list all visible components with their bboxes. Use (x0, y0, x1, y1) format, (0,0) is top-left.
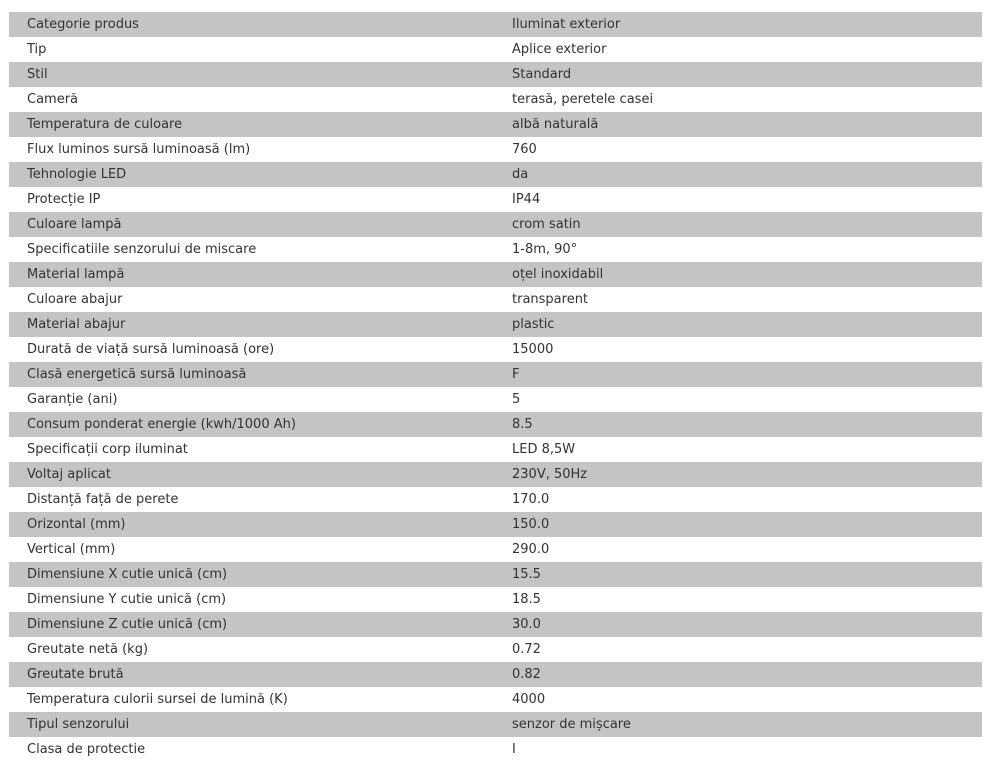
spec-row (9, 262, 982, 287)
spec-value: 15000 (512, 342, 554, 357)
spec-row (9, 687, 982, 712)
spec-row (9, 162, 982, 187)
spec-value: oțel inoxidabil (512, 267, 604, 282)
spec-row (9, 412, 982, 437)
spec-label: Culoare lampă (27, 217, 122, 232)
spec-value: albă naturală (512, 117, 599, 132)
spec-value: Standard (512, 67, 572, 82)
spec-row (9, 662, 982, 687)
spec-label: Material abajur (27, 317, 126, 332)
spec-label: Temperatura culorii sursei de lumină (K) (27, 692, 288, 707)
spec-row (9, 37, 982, 62)
spec-value: 150.0 (512, 517, 550, 532)
spec-label: Distanță față de perete (27, 492, 179, 507)
product-specs-table (9, 12, 982, 762)
spec-value: Iluminat exterior (512, 17, 621, 32)
spec-value: transparent (512, 292, 589, 307)
spec-label: Orizontal (mm) (27, 517, 126, 532)
spec-value: 15.5 (512, 567, 541, 582)
spec-value: 230V, 50Hz (512, 467, 588, 482)
spec-value: crom satin (512, 217, 581, 232)
spec-row (9, 387, 982, 412)
spec-value: plastic (512, 317, 555, 332)
spec-label: Durată de viață sursă luminoasă (ore) (27, 342, 275, 357)
spec-label: Greutate brută (27, 667, 124, 682)
spec-row (9, 537, 982, 562)
spec-value: 8.5 (512, 417, 533, 432)
spec-row (9, 637, 982, 662)
spec-value: IP44 (512, 192, 541, 207)
spec-value: 0.72 (512, 642, 541, 657)
specs-table-body (9, 12, 982, 762)
spec-label: Dimensiune Y cutie unică (cm) (27, 592, 227, 607)
spec-row (9, 712, 982, 737)
spec-label: Categorie produs (27, 17, 139, 32)
spec-label: Specificatiile senzorului de miscare (27, 242, 257, 257)
spec-row (9, 62, 982, 87)
spec-label: Tipul senzorului (27, 717, 130, 732)
spec-label: Culoare abajur (27, 292, 123, 307)
spec-row (9, 212, 982, 237)
spec-value: 0.82 (512, 667, 541, 682)
spec-value: 5 (512, 392, 521, 407)
spec-label: Vertical (mm) (27, 542, 116, 557)
spec-label: Dimensiune Z cutie unică (cm) (27, 617, 228, 632)
spec-row (9, 462, 982, 487)
spec-label: Material lampă (27, 267, 125, 282)
spec-row (9, 437, 982, 462)
spec-row (9, 487, 982, 512)
spec-row (9, 362, 982, 387)
spec-label: Clasa de protectie (27, 742, 146, 757)
spec-label: Clasă energetică sursă luminoasă (27, 367, 247, 382)
spec-label: Specificații corp iluminat (27, 442, 188, 457)
spec-value: 170.0 (512, 492, 550, 507)
spec-value: 30.0 (512, 617, 541, 632)
spec-row (9, 562, 982, 587)
spec-row (9, 12, 982, 37)
spec-value: I (512, 742, 516, 757)
spec-value: 290.0 (512, 542, 550, 557)
spec-label: Stil (27, 67, 48, 82)
spec-row (9, 137, 982, 162)
spec-value: F (512, 367, 520, 382)
spec-value: LED 8,5W (512, 442, 576, 457)
spec-value: Aplice exterior (512, 42, 607, 57)
spec-label: Protecție IP (27, 192, 101, 207)
spec-label: Voltaj aplicat (27, 467, 111, 482)
spec-label: Flux luminos sursă luminoasă (lm) (27, 142, 251, 157)
spec-row (9, 112, 982, 137)
spec-label: Tip (27, 42, 47, 57)
spec-row (9, 612, 982, 637)
spec-value: 4000 (512, 692, 546, 707)
spec-label: Dimensiune X cutie unică (cm) (27, 567, 228, 582)
spec-row (9, 737, 982, 762)
spec-value: terasă, peretele casei (512, 92, 654, 107)
spec-label: Temperatura de culoare (27, 117, 183, 132)
spec-label: Garanție (ani) (27, 392, 118, 407)
spec-label: Greutate netă (kg) (27, 642, 149, 657)
spec-row (9, 187, 982, 212)
spec-row (9, 312, 982, 337)
spec-row (9, 337, 982, 362)
spec-row (9, 512, 982, 537)
spec-value: da (512, 167, 529, 182)
spec-row (9, 87, 982, 112)
spec-row (9, 587, 982, 612)
spec-label: Cameră (27, 92, 79, 107)
spec-value: senzor de mișcare (512, 717, 631, 732)
spec-row (9, 237, 982, 262)
spec-label: Consum ponderat energie (kwh/1000 Ah) (27, 417, 296, 432)
spec-value: 760 (512, 142, 537, 157)
spec-value: 1-8m, 90° (512, 242, 578, 257)
spec-label: Tehnologie LED (27, 167, 127, 182)
spec-row (9, 287, 982, 312)
spec-value: 18.5 (512, 592, 541, 607)
